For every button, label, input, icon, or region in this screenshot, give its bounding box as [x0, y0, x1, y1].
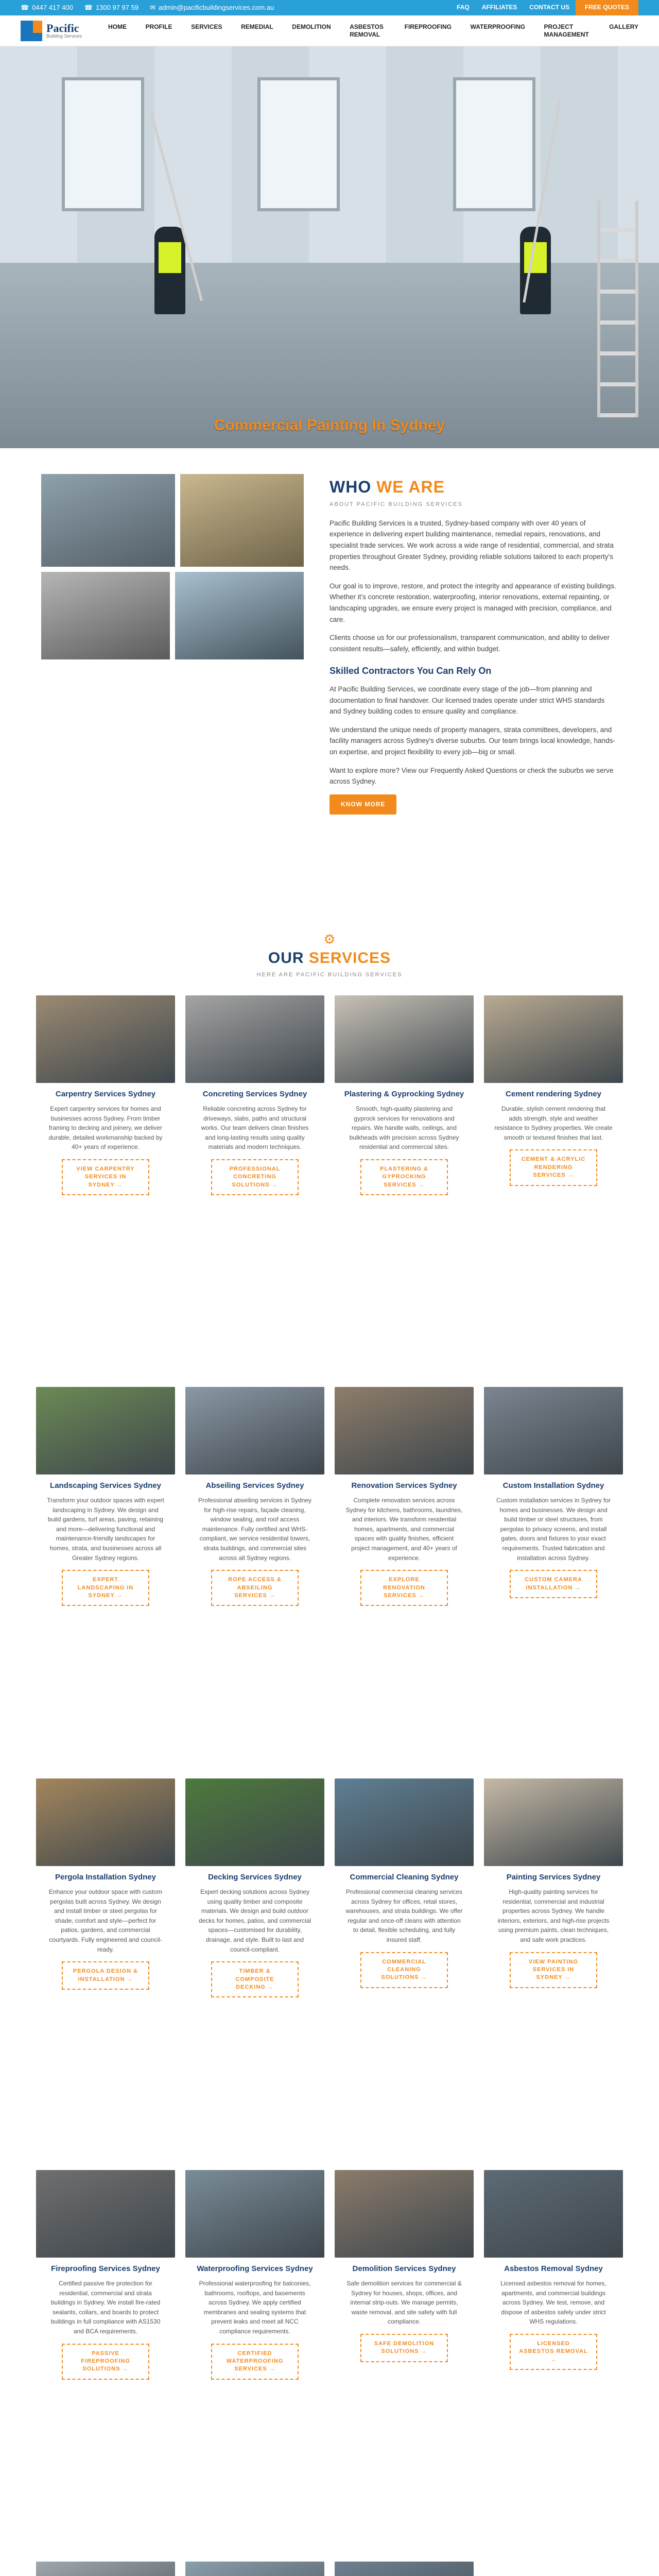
service-image[interactable] — [335, 1387, 474, 1475]
who-paragraph: We understand the unique needs of property managers, strata committees, developers, and facility managers across Sydney's diverse suburbs. Our team brings local knowledge, hands-on expertise, and project flexibility to every job—big or small. — [330, 725, 615, 756]
main-nav — [108, 23, 638, 38]
hero-window — [62, 77, 144, 211]
service-button[interactable]: EXPERT LANDSCAPING IN SYDNEY → — [62, 1570, 149, 1606]
services-subtitle: HERE ARE PACIFIC BUILDING SERVICES — [256, 972, 403, 978]
service-image[interactable] — [185, 2562, 324, 2576]
service-description: Professional abseiling services in Sydney for high-rise repairs, façade cleaning, window sealing, and roof access maintenance. Fully certified and WHS-compliant, we service residential towers, strata buildings, and commercial sites across all Sydney regions. — [198, 1497, 312, 1562]
service-image[interactable] — [185, 995, 324, 1083]
service-card — [484, 995, 623, 1377]
building-photo — [41, 572, 170, 659]
service-card — [185, 995, 324, 1377]
service-image[interactable] — [185, 2170, 324, 2258]
service-image[interactable] — [335, 2170, 474, 2258]
logo-mark-icon — [21, 21, 42, 41]
service-image[interactable] — [335, 995, 474, 1083]
building-photo — [41, 474, 175, 567]
affiliates-link[interactable]: AFFILIATES — [481, 4, 517, 11]
service-card — [335, 2170, 474, 2551]
service-card — [36, 1778, 175, 2160]
free-quotes-button[interactable]: FREE QUOTES — [576, 0, 638, 15]
phone-icon: ☎ — [21, 3, 29, 11]
hero-worker — [154, 227, 185, 314]
nav-project-management[interactable]: PROJECT MANAGEMENT — [544, 23, 589, 38]
service-button[interactable]: ROPE ACCESS & ABSEILING SERVICES → — [211, 1570, 299, 1606]
service-image[interactable] — [484, 1778, 623, 1866]
service-title[interactable]: Concreting Services Sydney — [202, 1089, 307, 1098]
service-description: Transform your outdoor spaces with expert landscaping in Sydney. We design and build gardens, turf areas, paving, retaining and more—delivering functional and maintenance-friendly landscapes for homes, strata, and businesses across all Greater Sydney regions. — [47, 1497, 164, 1562]
service-button[interactable]: CEMENT & ACRYLIC RENDERING SERVICES → — [510, 1149, 597, 1185]
top-bar — [0, 0, 659, 15]
service-card — [185, 2562, 324, 2576]
service-image[interactable] — [484, 2170, 623, 2258]
who-title: WHO WE ARE — [330, 478, 445, 496]
service-title[interactable]: Asbestos Removal Sydney — [504, 2264, 603, 2273]
who-image-collage — [41, 474, 309, 912]
services-grid — [36, 995, 623, 2576]
topbar-email[interactable]: ✉ admin@pacificbuildingservices.com.au — [150, 3, 274, 13]
who-paragraph: Our goal is to improve, restore, and protect the integrity and appearance of existing buildings. Whether it's concrete restoration, waterproofing, interior renovations, external repainting, or landscaping upgrades, we ensure every project is managed with precision, compliance, and care. — [330, 582, 616, 623]
service-image[interactable] — [36, 995, 175, 1083]
gear-icon: ⚙ — [323, 931, 336, 947]
service-title[interactable]: Carpentry Services Sydney — [55, 1089, 156, 1098]
service-card — [484, 2170, 623, 2551]
service-card — [484, 1778, 623, 2160]
know-more-button[interactable]: KNOW MORE — [330, 794, 396, 815]
service-card — [36, 1387, 175, 1768]
service-image[interactable] — [36, 1778, 175, 1866]
building-photo — [175, 572, 304, 659]
who-subheading: Skilled Contractors You Can Rely On — [330, 666, 492, 676]
service-button[interactable]: CERTIFIED WATERPROOFING SERVICES → — [211, 2344, 299, 2380]
nav-asbestos[interactable]: ASBESTOS REMOVAL — [350, 23, 384, 38]
site-logo[interactable] — [21, 21, 108, 41]
service-image[interactable] — [484, 995, 623, 1083]
service-description: Reliable concreting across Sydney for driveways, slabs, paths and structural works. Our team delivers clean finishes and long-lasting results using quality materials and modern techniques. — [201, 1105, 309, 1151]
service-button[interactable]: VIEW CARPENTRY SERVICES IN SYDNEY → — [62, 1159, 149, 1195]
service-title[interactable]: Custom Installation Sydney — [502, 1481, 604, 1490]
service-image[interactable] — [484, 1387, 623, 1475]
service-description: Durable, stylish cement rendering that adds strength, style and weather resistance to Sydney properties. We create smooth or textured finishes that last. — [494, 1105, 613, 1141]
service-card — [185, 1387, 324, 1768]
service-card — [185, 2170, 324, 2551]
service-card — [335, 1778, 474, 2160]
service-button[interactable]: COMMERCIAL CLEANING SOLUTIONS → — [360, 1952, 448, 1988]
service-image[interactable] — [185, 1387, 324, 1475]
service-title[interactable]: Abseiling Services Sydney — [205, 1481, 304, 1490]
contact-link[interactable]: CONTACT US — [529, 4, 569, 11]
service-card — [484, 1387, 623, 1768]
service-button[interactable]: CUSTOM CAMERA INSTALLATION → — [510, 1570, 597, 1598]
who-eyebrow: ABOUT PACIFIC BUILDING SERVICES — [330, 501, 463, 508]
nav-home[interactable]: HOME — [108, 23, 127, 31]
service-description: Safe demolition services for commercial & Sydney for houses, shops, offices, and internal strip-outs. We manage permits, waste removal, and site safety with full compliance. — [346, 2280, 462, 2326]
service-button[interactable]: PLASTERING & GYPROCKING SERVICES → — [360, 1159, 448, 1195]
service-button[interactable]: PERGOLA DESIGN & INSTALLATION → — [62, 1961, 149, 1990]
topbar-phone[interactable]: ☎ 0447 417 400 — [21, 3, 73, 13]
service-image[interactable] — [185, 1778, 324, 1866]
who-paragraph: Pacific Building Services is a trusted, Sydney-based company with over 40 years of experience in delivering expert building maintenance, remedial repairs, renovations, and specialist trade services. We work across a wide range of residential, commercial, and strata properties throughout Greater Sydney, providing reliable solutions tailored to each property's needs. — [330, 519, 614, 572]
service-card — [185, 1778, 324, 2160]
logo-name: Pacific — [46, 22, 79, 35]
nav-remedial[interactable]: REMEDIAL — [241, 23, 273, 31]
nav-profile[interactable]: PROFILE — [145, 23, 172, 31]
nav-demolition[interactable]: DEMOLITION — [292, 23, 331, 31]
service-description: Expert carpentry services for homes and businesses across Sydney. From timber framing to decking and joinery, we deliver durable, detailed workmanship backed by 40+ years of experience. — [48, 1105, 163, 1151]
service-title[interactable]: Plastering & Gyprocking Sydney — [344, 1089, 464, 1098]
hero-window — [257, 77, 340, 211]
who-paragraph: At Pacific Building Services, we coordinate every stage of the job—from planning and documentation to final handover. Our licensed trades operate under strict WHS standards and Sydney building codes to ensure quality and compliance. — [330, 685, 605, 716]
service-description: Certified passive fire protection for residential, commercial and strata buildings in Sydney. We install fire-rated sealants, collars, and boards to protect buildings in full compliance with AS1530 and BCA requirements. — [50, 2280, 161, 2335]
who-paragraph: Clients choose us for our professionalism, transparent communication, and ability to deliver consistent results—safely, efficiently, and within budget. — [330, 634, 610, 653]
service-button[interactable]: LICENSED ASBESTOS REMOVAL → — [510, 2334, 597, 2370]
phone-icon: ☎ — [84, 3, 93, 11]
service-description: Complete renovation services across Sydney for kitchens, bathrooms, laundries, and interiors. We transform residential homes, apartments, and commercial spaces with quality finishes, efficient project management, and 40+ years of experience. — [345, 1497, 463, 1562]
topbar-links — [450, 0, 638, 15]
service-description: Professional commercial cleaning services across Sydney for offices, retail stores, warehouses, and strata buildings. We offer regular and once-off cleans with attention to detail, flexible scheduling, and fully insured staff. — [345, 1888, 463, 1944]
service-title[interactable]: Landscaping Services Sydney — [50, 1481, 161, 1490]
mail-icon: ✉ — [150, 3, 155, 11]
nav-waterproofing[interactable]: WATERPROOFING — [470, 23, 525, 31]
nav-gallery[interactable]: GALLERY — [609, 23, 638, 31]
service-card — [335, 995, 474, 1377]
service-title[interactable]: Pergola Installation Sydney — [55, 1872, 156, 1882]
service-card — [36, 2170, 175, 2551]
service-card — [36, 2562, 175, 2576]
service-image[interactable] — [335, 1778, 474, 1866]
service-image[interactable] — [36, 1387, 175, 1475]
who-paragraph: Want to explore more? View our Frequently Asked Questions or check the suburbs we serve across Sydney. — [330, 766, 614, 786]
service-description: Custom installation services in Sydney for homes and businesses. We design and build timber or steel structures, from pergolas to privacy screens, and install gates, doors and fixtures to your exact requirements. Trusted fabrication and installation across Sydney. — [496, 1497, 611, 1562]
nav-services[interactable]: SERVICES — [191, 23, 222, 31]
service-title[interactable]: Waterproofing Services Sydney — [197, 2264, 313, 2273]
service-image[interactable] — [36, 2170, 175, 2258]
service-button[interactable]: EXPLORE RENOVATION SERVICES → — [360, 1570, 448, 1606]
service-title[interactable]: Decking Services Sydney — [208, 1872, 302, 1882]
service-title[interactable]: Painting Services Sydney — [506, 1872, 601, 1882]
logo-tagline: Building Services — [46, 33, 82, 39]
service-button[interactable]: TIMBER & COMPOSITE DECKING → — [211, 1961, 299, 1997]
hero-banner — [0, 46, 659, 448]
faq-link[interactable]: FAQ — [457, 4, 470, 11]
service-card — [36, 995, 175, 1377]
hero-window — [453, 77, 535, 211]
service-button[interactable]: VIEW PAINTING SERVICES IN SYDNEY → — [510, 1952, 597, 1988]
site-header — [0, 15, 659, 46]
service-image[interactable] — [335, 2562, 474, 2576]
services-section — [0, 912, 659, 2576]
topbar-phone2[interactable]: ☎ 1300 97 97 59 — [84, 3, 138, 13]
hero-title: Commercial Painting In Sydney — [214, 417, 445, 434]
service-title[interactable]: Cement rendering Sydney — [506, 1089, 601, 1098]
service-description: Smooth, high-quality plastering and gyprock services for renovations and repairs. We handle walls, ceilings, and bulkheads with precision across Sydney residential and commercial sites. — [349, 1105, 459, 1151]
service-title[interactable]: Renovation Services Sydney — [351, 1481, 457, 1490]
hero-ladder — [597, 201, 638, 417]
service-description: Professional waterproofing for balconies, bathrooms, rooftops, and basements across Sydney. We apply certified membranes and sealing systems that prevent leaks and meet all NCC compliance requirements. — [199, 2280, 311, 2335]
service-card — [335, 1387, 474, 1768]
building-photo — [180, 474, 304, 567]
service-description: High-quality painting services for residential, commercial and industrial properties across Sydney. We handle interiors, exteriors, and high-rise projects using premium paints, clean techniques, and safe work practices. — [497, 1888, 610, 1944]
service-button[interactable]: SAFE DEMOLITION SOLUTIONS → — [360, 2334, 448, 2362]
nav-fireproofing[interactable]: FIREPROOFING — [404, 23, 452, 31]
service-button[interactable]: PROFESSIONAL CONCRETING SOLUTIONS → — [211, 1159, 299, 1195]
service-card — [335, 2562, 474, 2576]
service-title[interactable]: Fireproofing Services Sydney — [51, 2264, 160, 2273]
service-image[interactable] — [36, 2562, 175, 2576]
service-title[interactable]: Demolition Services Sydney — [352, 2264, 456, 2273]
service-button[interactable]: PASSIVE FIREPROOFING SOLUTIONS → — [62, 2344, 149, 2380]
service-description: Expert decking solutions across Sydney using quality timber and composite materials. We design and build outdoor decks for homes, patios, and commercial spaces—customised for durability, drainage, and style. Built to last and council-compliant. — [198, 1888, 311, 1953]
service-description: Enhance your outdoor space with custom pergolas built across Sydney. We design and install timber or steel pergolas for shade, comfort and style—perfect for patios, gardens, and commercial courtyards. Fully engineered and council-ready. — [48, 1888, 163, 1953]
service-title[interactable]: Commercial Cleaning Sydney — [350, 1872, 459, 1882]
who-we-are-section — [0, 448, 659, 912]
services-title: OUR SERVICES — [268, 950, 391, 967]
service-description: Licensed asbestos removal for homes, apartments, and commercial buildings across Sydney. We test, remove, and dispose of asbestos safely under strict WHS regulations. — [500, 2280, 606, 2326]
